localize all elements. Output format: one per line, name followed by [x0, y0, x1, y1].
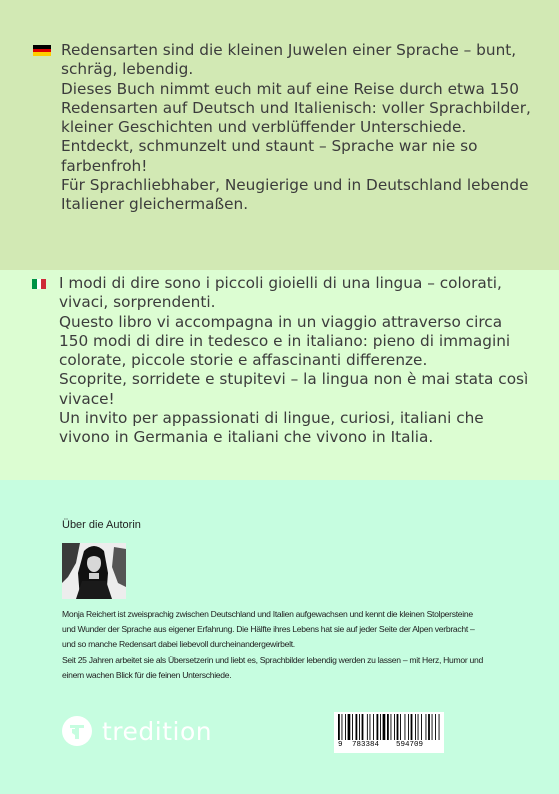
italian-line: colorate, piccole storie e affascinanti differenze.	[59, 351, 428, 370]
author-heading: Über die Autorin	[62, 519, 141, 531]
author-bio-line: und Wunder der Sprache aus eigener Erfahrung. Die Hälfte ihres Lebens hat sie auf jeder Seite der Alpen verbracht –	[62, 624, 475, 635]
barcode-bar	[391, 714, 392, 740]
barcode-digit-group-1: 783384	[352, 741, 380, 749]
barcode-bar	[415, 714, 416, 740]
barcode-bar	[342, 714, 343, 740]
barcode-bar	[400, 714, 401, 740]
barcode-digit-first: 9	[338, 741, 343, 749]
barcode-bar	[432, 714, 433, 740]
author-portrait	[62, 543, 126, 599]
barcode-bar	[405, 714, 406, 740]
german-line: farbenfroh!	[61, 156, 148, 175]
italian-line: Un invito per appassionati di lingue, curiosi, italiani che	[59, 409, 484, 428]
german-line: Redensarten sind die kleinen Juwelen einer Sprache – bunt,	[61, 41, 517, 59]
barcode-bar	[435, 714, 436, 740]
barcode-bar	[380, 714, 381, 740]
german-line: Für Sprachliebhaber, Neugierige und in Deutschland lebende	[61, 176, 529, 195]
barcode-bar	[352, 714, 353, 740]
italian-line: Questo libro vi accompagna in un viaggio attraverso circa	[59, 312, 503, 331]
barcode-bar	[421, 714, 422, 740]
barcode-bar	[426, 714, 427, 740]
italian-line: I modi di dire sono i piccoli gioielli di una lingua – colorati,	[59, 274, 502, 292]
german-line: Dieses Buch nimmt euch mit auf eine Reise durch etwa 150	[61, 79, 519, 98]
author-bio	[62, 607, 502, 683]
barcode-bar	[359, 714, 360, 740]
barcode-bar	[397, 714, 399, 740]
author-bio-line: und so manche Redensart dabei liebevoll durcheinandergewirbelt.	[62, 639, 295, 650]
barcode-bar	[394, 714, 395, 740]
italian-line: vivono in Germania e italiani che vivono in Italia.	[59, 428, 434, 447]
german-line: Entdeckt, schmunzelt und staunt – Sprache war nie so	[61, 137, 478, 156]
german-line: Italiener gleichermaßen.	[61, 195, 249, 214]
barcode-bar	[387, 714, 389, 740]
barcode-bar	[362, 714, 364, 740]
barcode-bar	[377, 714, 379, 740]
italian-line: Scoprite, sorridete e stupitevi – la lingua non è mai stata così	[59, 370, 529, 389]
author-bio-line: Monja Reichert ist zweisprachig zwischen Deutschland und Italien aufgewachsen und kennt die kleinen Stolpersteine	[62, 609, 473, 619]
barcode-bar	[356, 714, 358, 740]
isbn-barcode	[334, 712, 444, 753]
german-flag-icon	[33, 45, 51, 56]
barcode-bar	[408, 714, 409, 740]
tredition-logo-icon	[62, 716, 92, 746]
german-line: kleiner Geschichten und verblüffender Unterschiede.	[61, 118, 467, 137]
barcode-bar	[418, 714, 419, 740]
german-section	[0, 0, 559, 270]
german-line: Redensarten auf Deutsch und Italienisch: voller Sprachbilder,	[61, 98, 531, 117]
author-bio-line: Seit 25 Jahren arbeitet sie als Übersetzerin und liebt es, Sprachbilder lebendig werden zu lassen – mit Herz, Humor und	[62, 654, 483, 665]
barcode-bar	[367, 714, 368, 740]
barcode-bar	[439, 714, 440, 740]
barcode-bar	[428, 714, 430, 740]
italian-line: vivaci, sorprendenti.	[59, 293, 216, 312]
barcode-bar	[348, 714, 351, 740]
barcode-bar	[411, 714, 413, 740]
publisher-name: tredition	[102, 716, 213, 746]
barcode-bar	[345, 714, 346, 740]
barcode-bars	[338, 714, 440, 740]
barcode-bar	[383, 714, 386, 740]
german-line: schräg, lebendig.	[61, 60, 194, 79]
german-blurb	[61, 41, 531, 215]
publisher-logo	[62, 716, 212, 746]
italian-line: 150 modi di dire in tedesco e in italiano: pieno di immagini	[59, 331, 511, 350]
author-bio-line: einem wachen Blick für die feinen Unterschiede.	[62, 669, 232, 680]
italian-flag-icon	[32, 279, 46, 289]
barcode-bar	[370, 714, 371, 740]
italian-blurb	[59, 274, 529, 448]
author-portrait-image	[62, 543, 126, 599]
barcode-digit-group-2: 594709	[396, 741, 424, 749]
barcode-bar	[338, 714, 340, 740]
italian-line: vivace!	[59, 389, 115, 408]
barcode-bar	[373, 714, 374, 740]
